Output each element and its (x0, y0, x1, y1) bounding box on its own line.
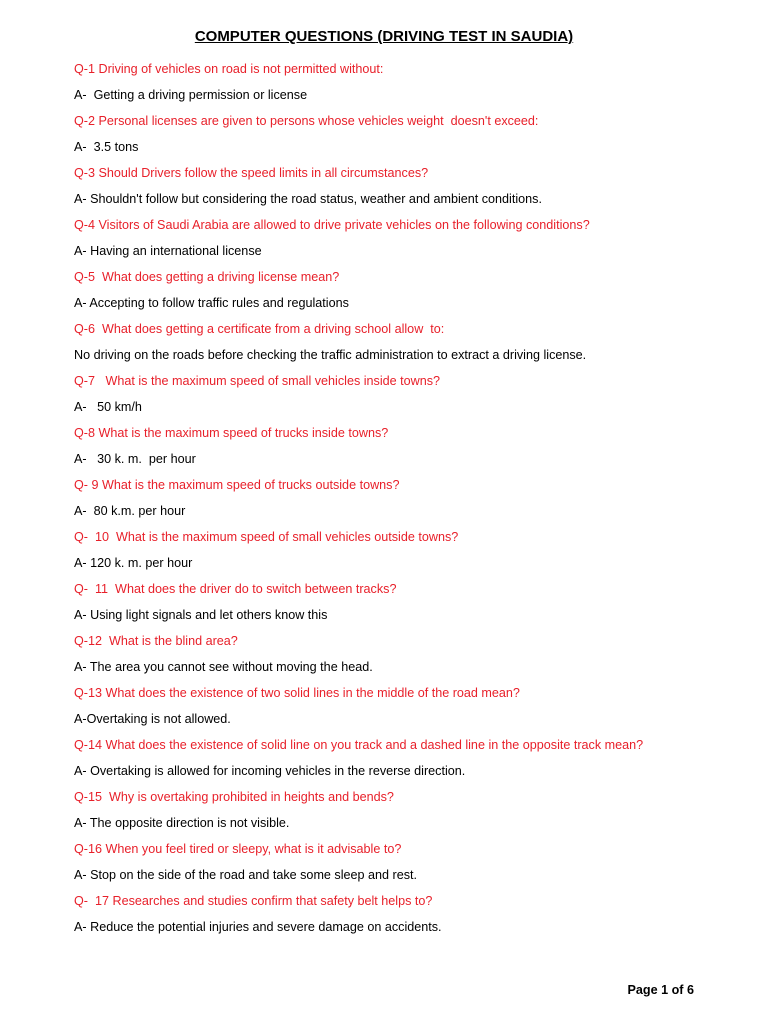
answer-text: A- 80 k.m. per hour (74, 504, 186, 518)
answer-text: A- The opposite direction is not visible. (74, 816, 290, 830)
page-number: Page 1 of 6 (627, 983, 694, 997)
qa-item (74, 373, 734, 416)
question-text: Q-16 When you feel tired or sleepy, what is it advisable to? (74, 842, 402, 856)
question-text: Q-15 Why is overtaking prohibited in heights and bends? (74, 790, 394, 804)
answer-text: A-Overtaking is not allowed. (74, 712, 231, 726)
question-text: Q- 10 What is the maximum speed of small vehicles outside towns? (74, 530, 459, 544)
qa-item (74, 893, 734, 936)
question-text: Q-12 What is the blind area? (74, 634, 238, 648)
answer-text: A- Getting a driving permission or license (74, 88, 308, 102)
answer-text: A- Shouldn't follow but considering the road status, weather and ambient conditions. (74, 192, 542, 206)
question-text: Q-5 What does getting a driving license mean? (74, 270, 340, 284)
qa-item (74, 581, 734, 624)
qa-item (74, 529, 734, 572)
question-text: Q-14 What does the existence of solid line on you track and a dashed line in the opposite track mean? (74, 738, 644, 752)
question-text: Q-13 What does the existence of two solid lines in the middle of the road mean? (74, 686, 520, 700)
answer-text: A- 30 k. m. per hour (74, 452, 196, 466)
answer-text: A- Overtaking is allowed for incoming vehicles in the reverse direction. (74, 764, 466, 778)
question-text: Q- 9 What is the maximum speed of trucks outside towns? (74, 478, 400, 492)
question-text: Q-1 Driving of vehicles on road is not permitted without: (74, 62, 384, 76)
qa-item (74, 477, 734, 520)
answer-text: A- 120 k. m. per hour (74, 556, 193, 570)
qa-item (74, 633, 734, 676)
answer-text: A- 3.5 tons (74, 140, 139, 154)
answer-text: A- 50 km/h (74, 400, 142, 414)
qa-item (74, 165, 734, 208)
answer-text: A- Using light signals and let others know this (74, 608, 328, 622)
question-text: Q-4 Visitors of Saudi Arabia are allowed to drive private vehicles on the following conditions? (74, 218, 590, 232)
qa-list (74, 61, 734, 945)
answer-text: No driving on the roads before checking the traffic administration to extract a driving license. (74, 348, 587, 362)
question-text: Q- 17 Researches and studies confirm that safety belt helps to? (74, 894, 433, 908)
qa-item (74, 321, 734, 364)
question-text: Q-7 What is the maximum speed of small vehicles inside towns? (74, 374, 441, 388)
page-title: COMPUTER QUESTIONS (DRIVING TEST IN SAUDIA) (194, 28, 574, 45)
qa-item (74, 685, 734, 728)
question-text: Q-2 Personal licenses are given to persons whose vehicles weight doesn't exceed: (74, 114, 539, 128)
question-text: Q- 11 What does the driver do to switch between tracks? (74, 582, 397, 596)
answer-text: A- Having an international license (74, 244, 262, 258)
answer-text: A- The area you cannot see without moving the head. (74, 660, 373, 674)
qa-item (74, 789, 734, 832)
qa-item (74, 841, 734, 884)
qa-item (74, 269, 734, 312)
question-text: Q-8 What is the maximum speed of trucks inside towns? (74, 426, 389, 440)
qa-item (74, 737, 734, 780)
qa-item (74, 217, 734, 260)
qa-item (74, 113, 734, 156)
qa-item (74, 61, 734, 104)
question-text: Q-3 Should Drivers follow the speed limits in all circumstances? (74, 166, 429, 180)
answer-text: A- Accepting to follow traffic rules and regulations (74, 296, 349, 310)
answer-text: A- Stop on the side of the road and take some sleep and rest. (74, 868, 418, 882)
question-text: Q-6 What does getting a certificate from a driving school allow to: (74, 322, 445, 336)
answer-text: A- Reduce the potential injuries and severe damage on accidents. (74, 920, 442, 934)
qa-item (74, 425, 734, 468)
